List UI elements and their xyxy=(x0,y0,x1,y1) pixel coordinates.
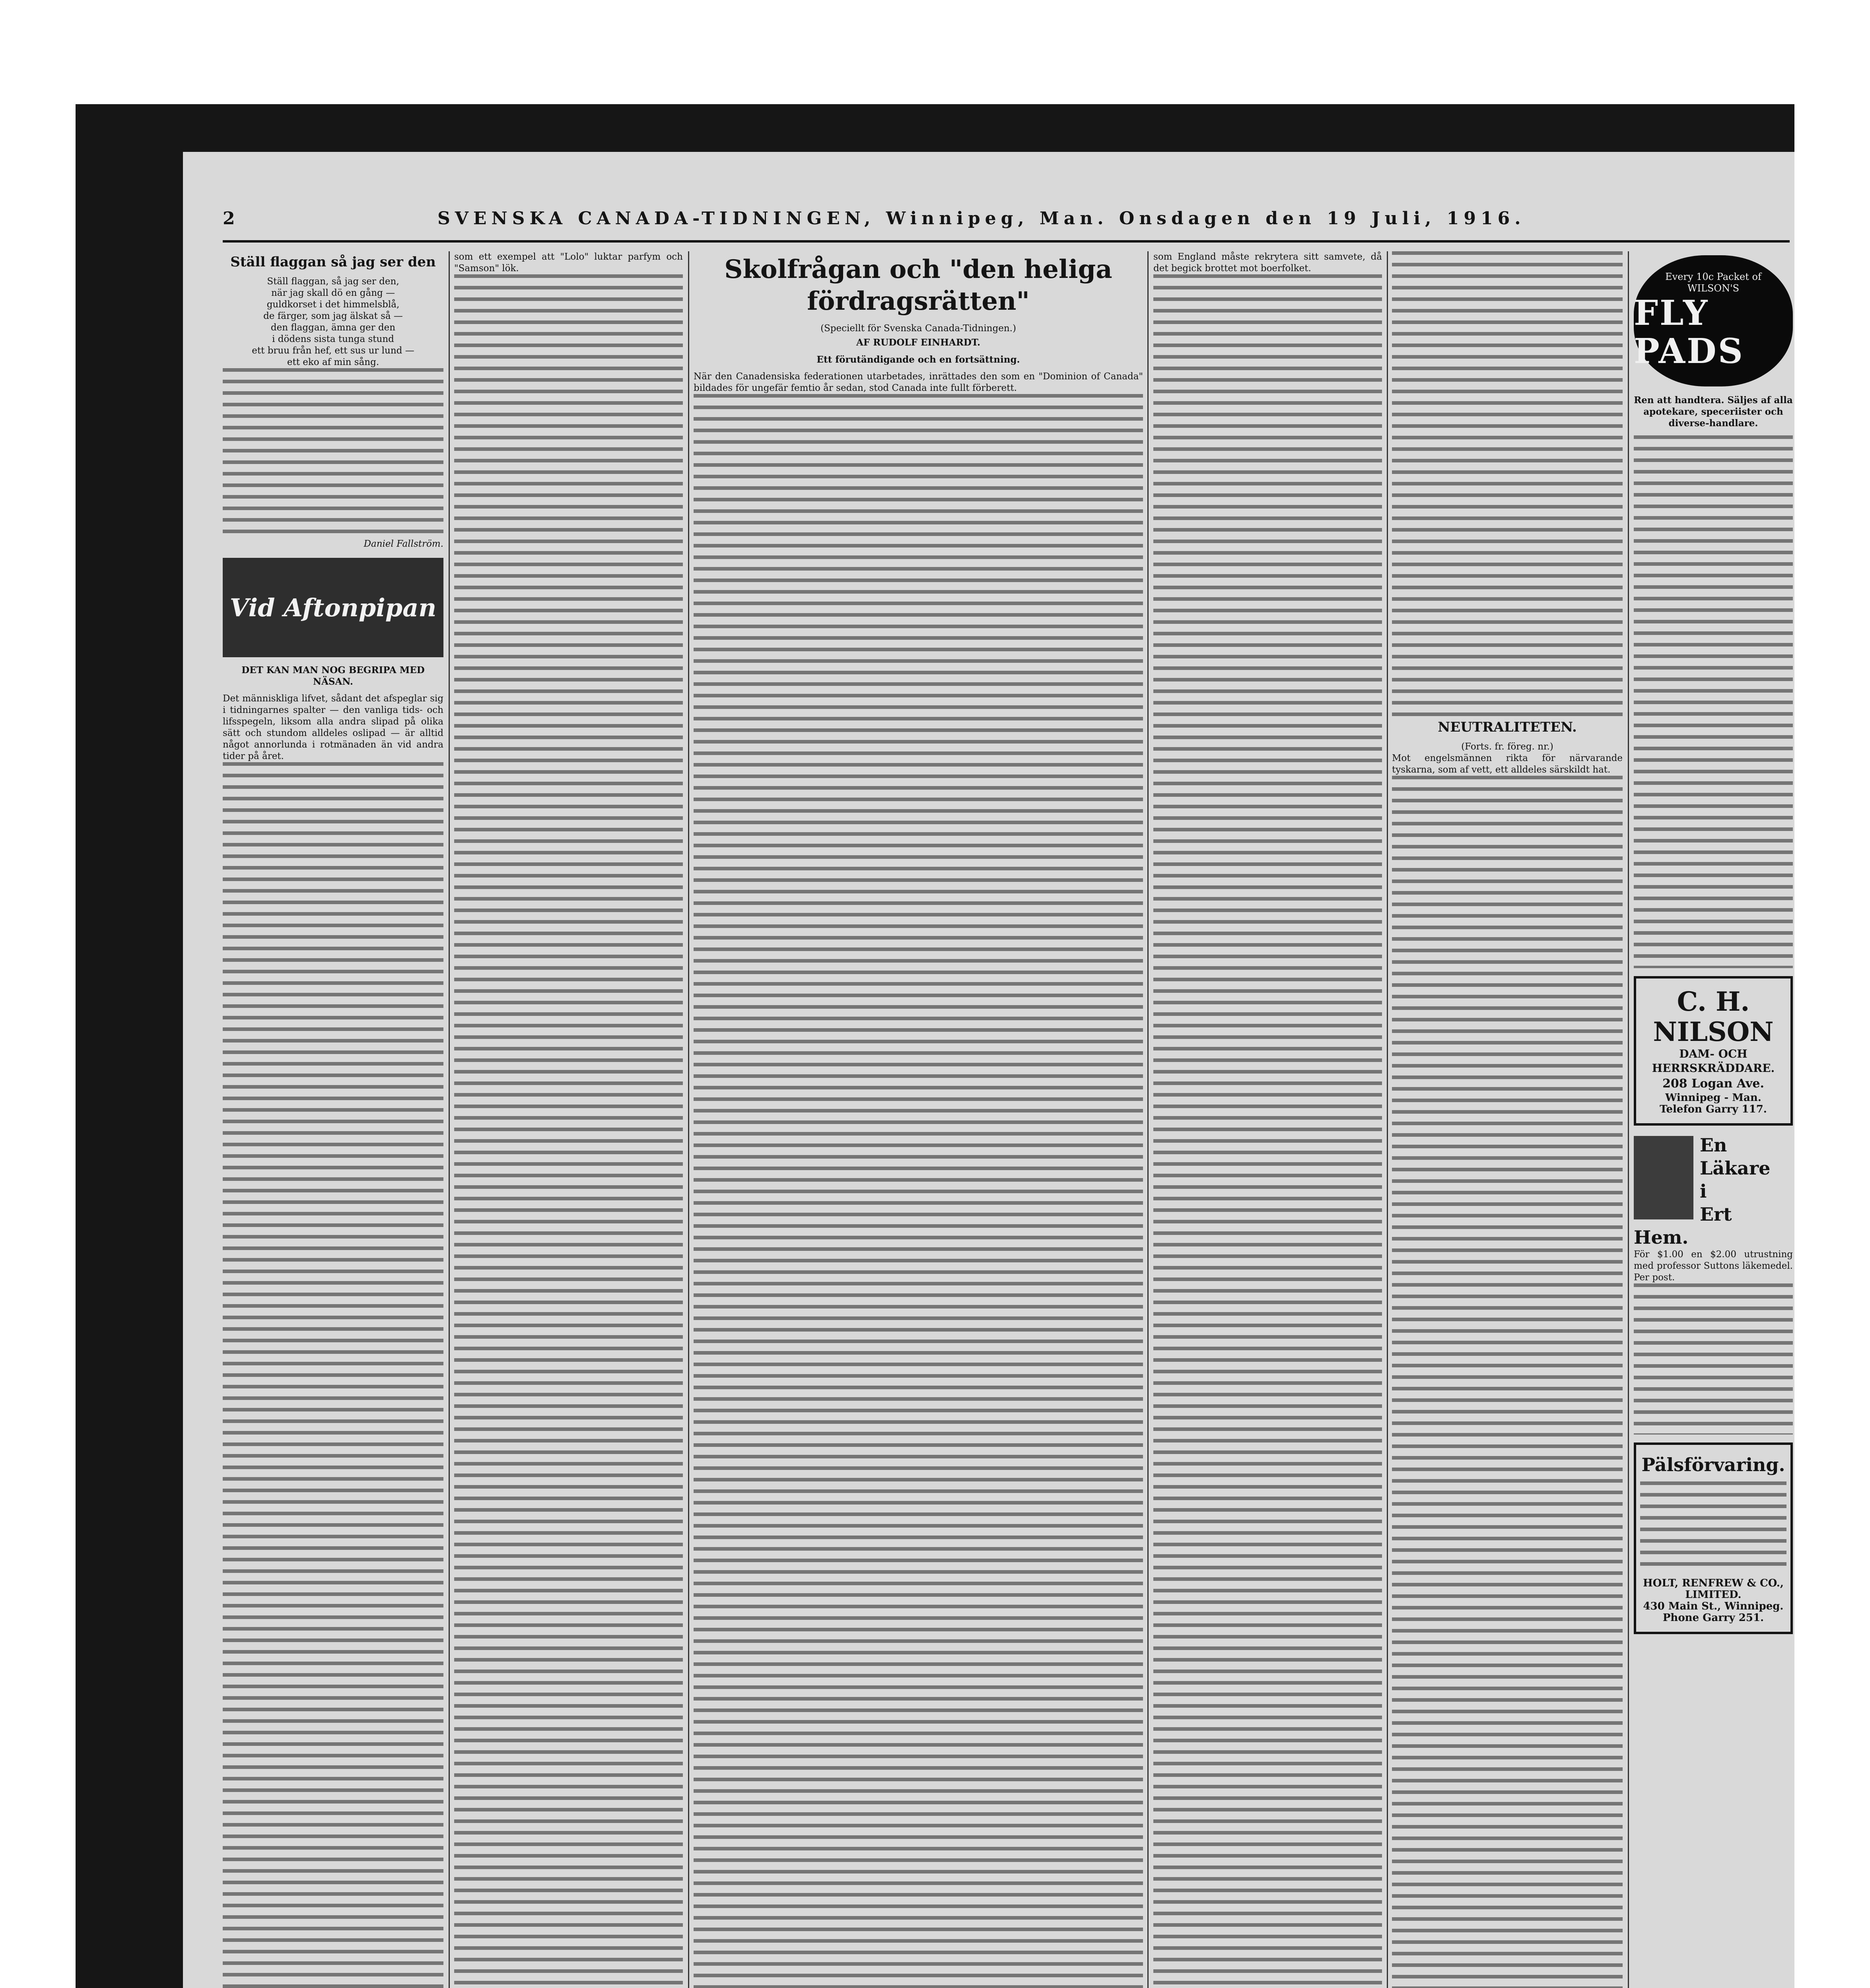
article-body xyxy=(1392,776,1623,1988)
tailor-trade: DAM- OCH HERRSKRÄDDARE. xyxy=(1652,1047,1775,1075)
article-lede: Mot engelsmännen rikta för närvarande tyskarna, som af vett, ett alldeles särskildt hat. xyxy=(1392,753,1623,775)
tailor-address: 208 Logan Ave. xyxy=(1662,1077,1764,1091)
poem-continuation xyxy=(223,368,443,535)
article-body xyxy=(1153,274,1382,1988)
column-rule xyxy=(449,251,450,1988)
poem-line: ett bruu från hef, ett sus ur lund — xyxy=(252,346,414,356)
doctor-ad-line: i xyxy=(1700,1180,1707,1202)
column-rule xyxy=(1147,251,1149,1988)
doctor-ad-line: Läkare xyxy=(1700,1157,1771,1179)
fur-company: HOLT, RENFREW & CO., LIMITED. xyxy=(1643,1577,1784,1601)
tailor-name: C. H. NILSON xyxy=(1653,986,1774,1047)
article-lede: Det människliga lifvet, sådant det afspeglar sig i tidningarnes spalter — den vanliga tids- och lifsspegeln, liksom alla andra slipad på olika sätt och stundom alldeles oslipad — är alltid något annorlunda i rotmänaden än vid andra tider på året. xyxy=(223,693,443,761)
flypads-brand-small: WILSON'S xyxy=(1687,283,1740,294)
column-6 xyxy=(1634,251,1793,1988)
poem-line: när jag skall dö en gång — xyxy=(271,288,395,298)
column-2 xyxy=(454,251,683,1988)
newspaper-page xyxy=(183,152,1794,1988)
column-rule xyxy=(688,251,689,1988)
flypads-tagline: Every 10c Packet of xyxy=(1665,271,1761,282)
fur-storage-ad xyxy=(1634,1442,1793,1634)
article-body xyxy=(1392,251,1623,716)
poem-title: Ställ flaggan så jag ser den xyxy=(230,254,436,270)
article-body xyxy=(454,274,683,1988)
doctor-ad-body xyxy=(1634,1283,1793,1435)
film-frame xyxy=(76,104,1794,1988)
poem-line: i dödens sista tunga stund xyxy=(272,334,394,344)
fur-storage-body xyxy=(1640,1481,1786,1573)
special-note: (Speciellt för Svenska Canada-Tidningen.) xyxy=(820,323,1016,334)
column-4 xyxy=(1153,251,1382,1988)
article-body xyxy=(694,394,1143,1988)
poem-line: de färger, som jag älskat så — xyxy=(263,311,403,321)
subtitle: Ett förutändigande och en fortsättning. xyxy=(816,354,1020,365)
article-lede: När den Canadensiska federationen utarbetades, inrättades den som en "Dominion of Canada" bildades för ungefär femtio år sedan, stod Canada inte fullt förberett. xyxy=(694,371,1143,393)
flypads-caption: Ren att handtera. Säljes af alla apotekare, speceriister och diverse-handlare. xyxy=(1634,395,1793,429)
column-5 xyxy=(1392,251,1623,1988)
cartoon-illustration: Vid Aftonpipan xyxy=(223,558,443,657)
byline: AF RUDOLF EINHARDT. xyxy=(856,337,980,348)
flypads-ad xyxy=(1634,255,1793,386)
poem-line: den flaggan, ämna ger den xyxy=(270,322,396,333)
tailor-city: Winnipeg - Man. xyxy=(1665,1092,1761,1104)
headline: Skolfrågan och "den heliga fördragsrätten" xyxy=(724,254,1112,316)
page-header xyxy=(215,208,1790,236)
poem-line: ett eko af min sång. xyxy=(287,357,379,367)
poet-signature: Daniel Fallström. xyxy=(364,539,443,549)
doctor-ad-line: Ert xyxy=(1700,1204,1732,1225)
article-continuation-lede: som ett exempel att "Lolo" luktar parfym och "Samson" lök. xyxy=(454,252,683,274)
doctor-ad-line: Hem. xyxy=(1634,1227,1689,1248)
masthead: SVENSKA CANADA-TIDNINGEN, Winnipeg, Man. Onsdagen den 19 Juli, 1916. xyxy=(437,208,1526,229)
column-rule xyxy=(1387,251,1388,1988)
header-rule xyxy=(223,240,1790,243)
column-3 xyxy=(694,251,1143,1988)
doctor-ad xyxy=(1634,1134,1793,1435)
page-number: 2 xyxy=(223,208,235,229)
fur-phone: Phone Garry 251. xyxy=(1662,1612,1764,1624)
doctor-offer: För $1.00 en $2.00 utrustning med professor Suttons läkemedel. Per post. xyxy=(1634,1249,1793,1283)
article-continuation-lede: som England måste rekrytera sitt samvete, då det begick brottet mot boerfolket. xyxy=(1153,252,1382,274)
doctor-portrait xyxy=(1634,1136,1693,1219)
doctor-ad-line: En xyxy=(1700,1134,1727,1156)
poem-line: Ställ flaggan, så jag ser den, xyxy=(267,276,399,287)
flypads-brand: FLY PADS xyxy=(1634,293,1744,371)
article-body xyxy=(223,762,443,1988)
column-rule xyxy=(1628,251,1629,1988)
fur-address: 430 Main St., Winnipeg. xyxy=(1643,1600,1784,1612)
article-title: DET KAN MAN NOG BEGRIPA MED NÄSAN. xyxy=(241,665,425,687)
poem-line: guldkorset i det himmelsblå, xyxy=(266,299,400,310)
tailor-ad xyxy=(1634,976,1793,1126)
continuation-note: (Forts. fr. föreg. nr.) xyxy=(1461,742,1553,752)
article-body xyxy=(1634,435,1793,968)
tailor-phone: Telefon Garry 117. xyxy=(1660,1103,1767,1115)
fur-storage-title: Pälsförvaring. xyxy=(1641,1454,1785,1475)
section-title: NEUTRALITETEN. xyxy=(1438,719,1577,735)
column-1 xyxy=(223,251,443,1988)
